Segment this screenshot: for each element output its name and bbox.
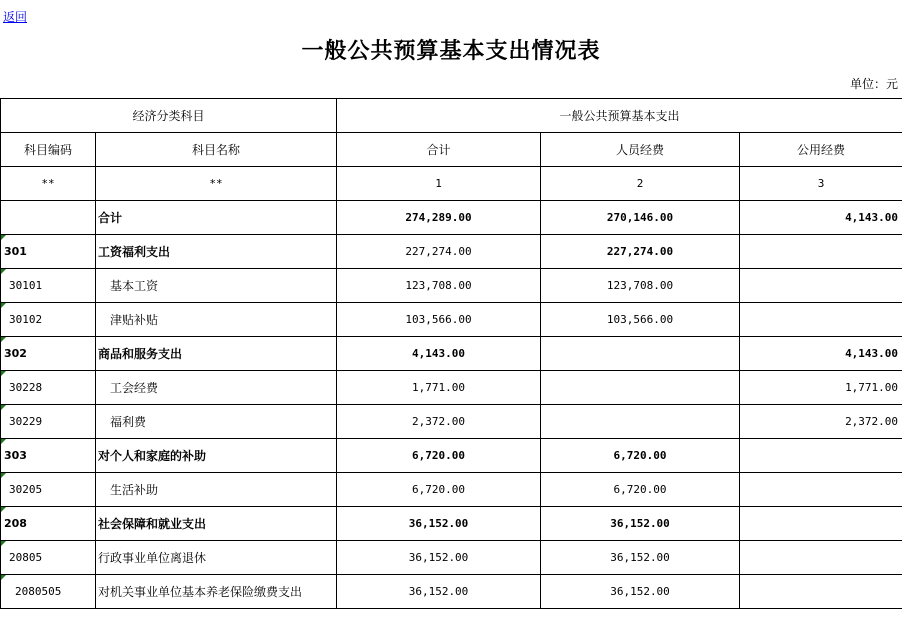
- header-name: 科目名称: [96, 133, 337, 167]
- header-code: 科目编码: [1, 133, 96, 167]
- cell-marker-icon: [1, 507, 6, 512]
- cell-marker-icon: [1, 439, 6, 444]
- row-total: 6,720.00: [337, 473, 541, 507]
- row-name: 生活补助: [96, 473, 337, 507]
- row-public: [740, 507, 902, 541]
- row-total: 6,720.00: [337, 439, 541, 473]
- header-public: 公用经费: [740, 133, 902, 167]
- table-row: [1, 507, 902, 541]
- row-public: 4,143.00: [740, 337, 902, 371]
- row-total: 1,771.00: [337, 371, 541, 405]
- row-total: 4,143.00: [337, 337, 541, 371]
- table-row: [1, 541, 902, 575]
- index-name: **: [96, 167, 337, 201]
- index-public: 3: [740, 167, 902, 201]
- row-total: 36,152.00: [337, 575, 541, 609]
- row-total: 36,152.00: [337, 541, 541, 575]
- table-row: [1, 303, 902, 337]
- header-personnel: 人员经费: [541, 133, 740, 167]
- row-code: 30229: [1, 405, 96, 439]
- cell-marker-icon: [1, 473, 6, 478]
- total-code-cell: [1, 201, 96, 235]
- row-name: 社会保障和就业支出: [96, 507, 337, 541]
- row-public: [740, 269, 902, 303]
- index-personnel: 2: [541, 167, 740, 201]
- row-personnel: [541, 371, 740, 405]
- table-row: [1, 405, 902, 439]
- header-budget-basic: 一般公共预算基本支出: [337, 99, 902, 133]
- row-public: [740, 575, 902, 609]
- table-row: [1, 473, 902, 507]
- row-public: [740, 235, 902, 269]
- row-public: 1,771.00: [740, 371, 902, 405]
- header-total: 合计: [337, 133, 541, 167]
- cell-marker-icon: [1, 405, 6, 410]
- row-name: 行政事业单位离退休: [96, 541, 337, 575]
- total-name: 合计: [96, 201, 337, 235]
- index-code: **: [1, 167, 96, 201]
- row-personnel: 6,720.00: [541, 439, 740, 473]
- row-code: 20805: [1, 541, 96, 575]
- page-title: 一般公共预算基本支出情况表: [301, 38, 601, 64]
- row-code: 303: [1, 439, 96, 473]
- header-row-2: [1, 133, 902, 167]
- row-code: 30102: [1, 303, 96, 337]
- table-row: [1, 235, 902, 269]
- row-name: 对个人和家庭的补助: [96, 439, 337, 473]
- unit-label: 单位：元: [849, 77, 898, 91]
- cell-marker-icon: [1, 235, 6, 240]
- row-code: 301: [1, 235, 96, 269]
- row-name: 工资福利支出: [96, 235, 337, 269]
- row-code: 302: [1, 337, 96, 371]
- cell-marker-icon: [1, 269, 6, 274]
- total-public: 4,143.00: [740, 201, 902, 235]
- row-personnel: 36,152.00: [541, 575, 740, 609]
- table-row: [1, 439, 902, 473]
- row-code: 30228: [1, 371, 96, 405]
- row-personnel: 103,566.00: [541, 303, 740, 337]
- row-name: 基本工资: [96, 269, 337, 303]
- row-public: [740, 439, 902, 473]
- index-total: 1: [337, 167, 541, 201]
- total-row: [1, 201, 902, 235]
- cell-marker-icon: [1, 337, 6, 342]
- row-public: 2,372.00: [740, 405, 902, 439]
- row-public: [740, 303, 902, 337]
- total-total: 274,289.00: [337, 201, 541, 235]
- back-link[interactable]: 返回: [3, 10, 28, 24]
- table-row: [1, 575, 902, 609]
- row-code: 208: [1, 507, 96, 541]
- row-name: 津贴补贴: [96, 303, 337, 337]
- cell-marker-icon: [1, 541, 6, 546]
- row-personnel: 227,274.00: [541, 235, 740, 269]
- row-total: 36,152.00: [337, 507, 541, 541]
- cell-marker-icon: [1, 303, 6, 308]
- row-name: 工会经费: [96, 371, 337, 405]
- row-name: 对机关事业单位基本养老保险缴费支出: [96, 575, 337, 609]
- cell-marker-icon: [1, 371, 6, 376]
- row-personnel: 36,152.00: [541, 541, 740, 575]
- row-total: 2,372.00: [337, 405, 541, 439]
- total-personnel: 270,146.00: [541, 201, 740, 235]
- row-code: 30101: [1, 269, 96, 303]
- budget-table: [0, 98, 902, 609]
- row-total: 227,274.00: [337, 235, 541, 269]
- header-index-row: [1, 167, 902, 201]
- table-row: [1, 337, 902, 371]
- row-personnel: [541, 405, 740, 439]
- row-name: 商品和服务支出: [96, 337, 337, 371]
- row-personnel: 123,708.00: [541, 269, 740, 303]
- row-public: [740, 541, 902, 575]
- header-econ-class: 经济分类科目: [1, 99, 337, 133]
- row-personnel: 6,720.00: [541, 473, 740, 507]
- row-total: 123,708.00: [337, 269, 541, 303]
- table-row: [1, 269, 902, 303]
- row-code: 30205: [1, 473, 96, 507]
- row-public: [740, 473, 902, 507]
- row-name: 福利费: [96, 405, 337, 439]
- row-personnel: [541, 337, 740, 371]
- row-personnel: 36,152.00: [541, 507, 740, 541]
- row-total: 103,566.00: [337, 303, 541, 337]
- row-code: 2080505: [1, 575, 96, 609]
- cell-marker-icon: [1, 575, 6, 580]
- table-row: [1, 371, 902, 405]
- header-row-1: [1, 99, 902, 133]
